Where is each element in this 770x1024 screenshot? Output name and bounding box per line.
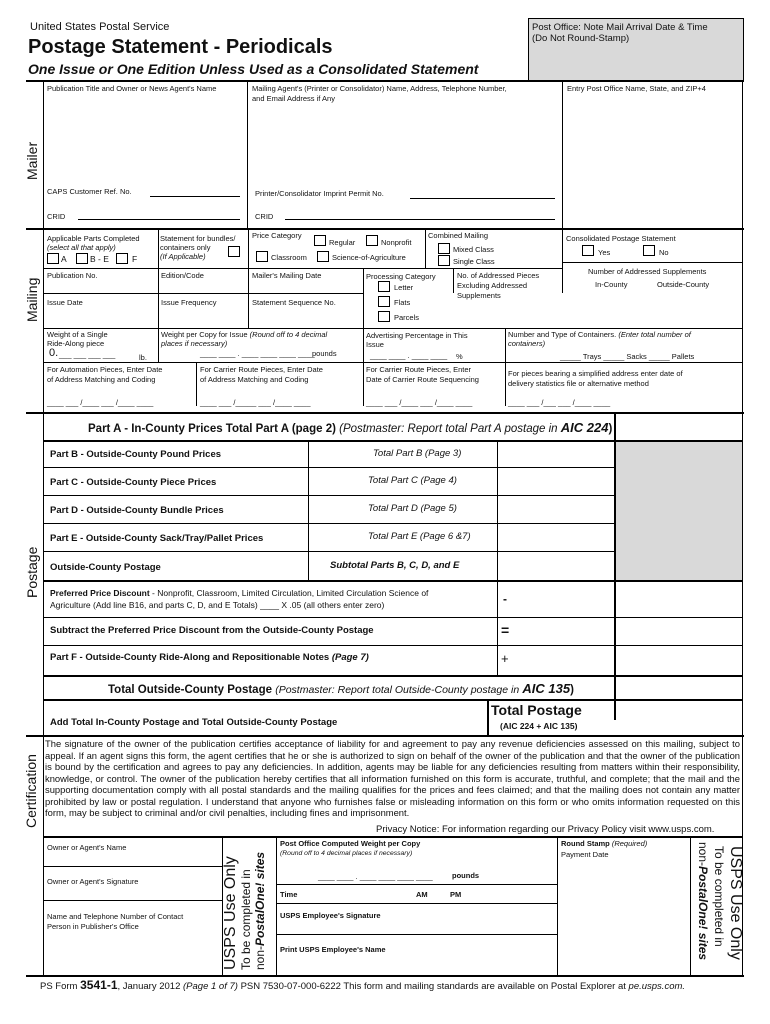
po-weight-blanks[interactable]: ____ ____ . ____ ____ ____ ____ [318, 872, 433, 881]
ps-form-label: PS Form [40, 981, 78, 992]
divider [43, 580, 743, 582]
divider [158, 328, 159, 362]
divider [505, 328, 506, 406]
pm-label: PM [450, 890, 462, 899]
bundles-label: Statement for bundles/ [160, 234, 236, 243]
pub-no-label: Publication No. [47, 271, 98, 280]
price-category-label: Price Category [252, 231, 302, 240]
divider [26, 735, 744, 737]
preferred-discount-label: Preferred Price Discount [50, 588, 150, 598]
divider [196, 362, 197, 406]
aic-224: AIC 224 [560, 420, 609, 435]
checkbox-mixed-class[interactable] [438, 243, 450, 254]
usps-use-only-label: USPS Use Only [222, 856, 239, 970]
divider [614, 412, 616, 720]
carrier-route-label-2: of Address Matching and Coding [200, 375, 309, 384]
mixed-class-option: Mixed Class [453, 245, 494, 254]
to-be-completed-label-right: To be completed in [712, 846, 726, 947]
supplements-label: Number of Addressed Supplements [588, 267, 707, 276]
shaded-column [614, 441, 742, 581]
owner-signature-label: Owner or Agent's Signature [47, 877, 139, 886]
page-indicator: (Page 1 of 7) [183, 981, 238, 992]
postal-explorer-link[interactable]: pe.usps.com. [628, 981, 686, 992]
minus-sign: - [503, 592, 507, 606]
divider [562, 262, 742, 263]
part-a-label: Part A - In-County Prices Total Part A (page 2) [88, 423, 336, 435]
post-office-note-2: (Do Not Round-Stamp) [532, 33, 630, 44]
outside-county-label: Outside-County Postage [50, 562, 161, 573]
carrier-sequence-date-field[interactable]: ____ ___ /____ ___ /____ ____ [366, 398, 473, 407]
containers-note: (Enter total number of [618, 330, 691, 339]
part-f-page: (Page 7) [331, 652, 369, 663]
usps-use-only-label-right: USPS Use Only [727, 846, 744, 960]
subtotal-label: Subtotal Parts B, C, D, and E [330, 560, 460, 571]
to-be-completed-label: To be completed in [239, 869, 253, 970]
divider [276, 884, 557, 885]
outside-county-label: Outside-County [657, 280, 710, 289]
pounds-unit: pounds [312, 349, 337, 358]
divider [487, 699, 489, 735]
places-note: places if necessary) [161, 339, 228, 348]
consolidated-label: Consolidated Postage Statement [566, 234, 676, 243]
post-office-note: Post Office: Note Mail Arrival Date & Time [532, 22, 708, 33]
section-label-certification: Certification [23, 754, 39, 828]
simplified-date-field[interactable]: ____ ___ /___ ___ /____ ____ [508, 398, 611, 407]
ride-along-weight-label: Weight of a Single [47, 330, 108, 339]
divider [43, 268, 563, 269]
nonprofit-option: Nonprofit [381, 238, 412, 247]
non-label: non- [253, 945, 267, 970]
yes-option: Yes [598, 248, 611, 257]
checkbox-part-be[interactable] [76, 253, 88, 264]
employee-name-label: Print USPS Employee's Name [280, 945, 386, 954]
trays-label: Trays [582, 352, 602, 361]
divider [43, 328, 743, 329]
po-weight-label: Post Office Computed Weight per Copy [280, 839, 421, 848]
section-label-postage: Postage [24, 546, 40, 598]
divider [363, 268, 364, 328]
round-off-note: (Round off to 4 decimal [249, 330, 328, 339]
automation-label: For Automation Pieces, Enter Date [47, 365, 163, 374]
checkbox-part-f[interactable] [116, 253, 128, 264]
section-label-mailing: Mailing [24, 277, 40, 322]
postalone-label: PostalOne! sites [253, 851, 267, 946]
divider [43, 900, 222, 901]
add-total-label: Add Total In-County Postage and Total Outside-County Postage [50, 717, 338, 728]
carrier-sequence-label: For Carrier Route Pieces, Enter [366, 365, 472, 374]
entry-po-label: Entry Post Office Name, State, and ZIP+4 [567, 84, 706, 93]
checkbox-no[interactable] [643, 245, 655, 256]
imprint-field[interactable] [410, 198, 555, 199]
divider [690, 836, 691, 975]
divider [276, 836, 277, 975]
part-f-option: F [132, 254, 138, 264]
divider [26, 228, 744, 230]
divider [276, 903, 557, 904]
parts-label: Applicable Parts Completed [47, 234, 140, 243]
time-label: Time [280, 890, 298, 899]
combined-label: Combined Mailing [428, 231, 489, 240]
aic-135: AIC 135 [522, 681, 571, 696]
checkbox-part-a[interactable] [47, 253, 59, 264]
single-class-option: Single Class [453, 257, 495, 266]
plus-sign: + [501, 651, 509, 666]
simplified-address-label-2: delivery statistics file or alternative method [508, 379, 649, 388]
payment-date-label: Payment Date [561, 850, 609, 859]
advertising-label: Advertising Percentage in This [366, 331, 468, 340]
part-be-option: B - E [90, 254, 109, 264]
total-aic-label: (AIC 224 + AIC 135) [500, 721, 578, 731]
checkbox-regular[interactable] [314, 235, 326, 246]
section-rule [43, 80, 44, 975]
parcels-option: Parcels [394, 313, 420, 322]
crid-field[interactable] [78, 219, 240, 220]
flats-option: Flats [394, 298, 411, 307]
divider [308, 440, 309, 580]
containers-label: Number and Type of Containers. [508, 330, 617, 339]
total-postage-label: Total Postage [491, 702, 582, 718]
pub-title-label: Publication Title and Owner or News Agent's Name [47, 84, 217, 93]
owner-name-label: Owner or Agent's Name [47, 843, 127, 852]
frame-right [742, 80, 743, 975]
divider [43, 617, 743, 618]
advertising-label-2: Issue [366, 340, 384, 349]
checkbox-letter[interactable] [378, 281, 390, 292]
sacks-label: Sacks [626, 352, 647, 361]
equals-sign: = [501, 622, 510, 638]
divider [43, 645, 743, 646]
crid-label-2: CRID [255, 212, 274, 221]
advertising-blanks[interactable]: ____ ____ . ____ ____ [370, 351, 448, 360]
weight-blanks: ___ ___ ___ ___ [59, 350, 116, 359]
divider [247, 80, 248, 228]
part-e-total: Total Part E (Page 6 &7) [368, 531, 471, 542]
divider [43, 293, 363, 294]
checkbox-bundles[interactable] [228, 246, 240, 257]
simplified-address-label: For pieces bearing a simplified address enter date of [508, 369, 683, 378]
contact-label-2: Person in Publisher's Office [47, 922, 139, 931]
non-label-right: non- [696, 842, 710, 867]
checkbox-single-class[interactable] [438, 255, 450, 266]
checkbox-yes[interactable] [582, 245, 594, 256]
part-f-label: Part F - Outside-County Ride-Along and Repositionable Notes [50, 652, 330, 663]
divider [557, 836, 558, 975]
form-date: , January 2012 [117, 981, 181, 992]
contact-label: Name and Telephone Number of Contact [47, 912, 184, 921]
automation-date-field[interactable]: ____ ___ /____ ___ /____ ____ [47, 398, 154, 407]
psn-label: PSN 7530-07-000-6222 This form and mailing standards are available on Postal Explorer at [240, 981, 626, 992]
issue-frequency-label: Issue Frequency [161, 298, 217, 307]
letter-option: Letter [394, 283, 414, 292]
lb-unit: lb. [139, 353, 147, 362]
divider [26, 412, 744, 414]
percent-sign: % [456, 352, 463, 361]
weight-per-copy-label: Weight per Copy for Issue [161, 330, 248, 339]
regular-option: Regular [329, 238, 356, 247]
divider [43, 675, 743, 677]
classroom-option: Classroom [271, 253, 307, 262]
divider [276, 934, 557, 935]
carrier-sequence-label-2: Date of Carrier Route Sequencing [366, 375, 479, 384]
processing-label: Processing Category [366, 272, 436, 281]
divider [43, 866, 222, 867]
agent-label-2: and Email Address if Any [252, 94, 335, 103]
checkbox-nonprofit[interactable] [366, 235, 378, 246]
imprint-label: Printer/Consolidator Imprint Permit No. [255, 189, 384, 198]
divider [43, 836, 743, 838]
part-e-label: Part E - Outside-County Sack/Tray/Pallet Prices [50, 533, 264, 544]
science-option: Science-of-Agriculture [332, 253, 406, 262]
checkbox-flats[interactable] [378, 296, 390, 307]
form-number: 3541-1 [80, 978, 118, 992]
divider [562, 228, 563, 293]
divider [43, 495, 614, 496]
carrier-route-label: For Carrier Route Pieces, Enter Date [200, 365, 323, 374]
divider [248, 228, 249, 268]
addressed-pieces-label-2: Excluding Addressed [457, 281, 528, 290]
divider [248, 268, 249, 328]
part-b-label: Part B - Outside-County Pound Prices [50, 449, 222, 460]
agency-name: United States Postal Service [30, 21, 170, 33]
divider [562, 80, 563, 228]
edition-label: Edition/Code [161, 271, 204, 280]
caps-label: CAPS Customer Ref. No. [47, 187, 132, 196]
part-c-label: Part C - Outside-County Piece Prices [50, 477, 217, 488]
addressed-pieces-label-3: Supplements [457, 291, 501, 300]
total-outside-county-note: (Postmaster: Report total Outside-County postage in [275, 684, 520, 696]
po-weight-note: (Round off to 4 decimal places if necessary) [280, 850, 413, 857]
am-label: AM [416, 890, 428, 899]
issue-date-label: Issue Date [47, 298, 83, 307]
in-county-label: In-County [595, 280, 628, 289]
pallets-label: Pallets [671, 352, 695, 361]
checkbox-classroom[interactable] [256, 251, 268, 262]
privacy-notice: Privacy Notice: For information regarding our Privacy Policy visit www.usps.com. [376, 824, 715, 835]
parts-note: (select all that apply) [47, 243, 116, 252]
preferred-discount-desc: - Nonprofit, Classroom, Limited Circulation, Limited Circulation Science of [149, 588, 429, 598]
divider [453, 268, 454, 293]
part-b-total: Total Part B (Page 3) [373, 448, 462, 459]
round-stamp-label: Round Stamp [561, 839, 610, 848]
divider [43, 440, 743, 442]
divider [43, 467, 614, 468]
divider [425, 228, 426, 268]
divider [43, 699, 743, 701]
crid-label: CRID [47, 212, 66, 221]
certification-text: The signature of the owner of the publication certifies acceptance of liability for and agreement to pay any revenue deficiencies assessed on this mailing, subject to appeal. If an agent signs this form, the agent certifies that he or she is authorized to sign on behalf of the owner of the publication and that the owner of the publication is bound by the certification and agrees to pay any deficiencies. In addition, agents may be liable for any deficiencies resulting from matters within their responsibility, knowledge, or control. The owner of the publication hereby certifies that all information furnished on this form is accurate, truthful, and complete; that the mail and the supporting documentation comply with all postal standards and the mailing qualifies for the prices and fees claimed; and that the mailing does not contain any matter prohibited by law or postal regulation. I understand that anyone who furnishes false or misleading information on this form or who omits information requested on this form, may be subject to criminal and/or civil penalties, including fines and imprisonment. [45, 738, 740, 818]
mailing-date-label: Mailer's Mailing Date [252, 271, 322, 280]
divider [26, 80, 744, 82]
checkbox-science[interactable] [317, 251, 329, 262]
divider [43, 523, 614, 524]
automation-label-2: of Address Matching and Coding [47, 375, 156, 384]
ride-along-weight-label-2: Ride-Along piece [47, 339, 105, 348]
part-d-label: Part D - Outside-County Bundle Prices [50, 505, 224, 516]
ride-along-weight-value[interactable]: 0. [49, 347, 59, 359]
divider [158, 228, 159, 268]
addressed-pieces-label: No. of Addressed Pieces [457, 271, 540, 280]
part-a-note: (Postmaster: Report total Part A postage in [339, 423, 558, 435]
divider [158, 268, 159, 328]
bundles-note: (If Applicable) [160, 252, 206, 261]
bundles-label-2: containers only [160, 243, 211, 252]
weight-per-copy-blanks[interactable]: ____ ____ . ____ ____ ____ ____ [200, 349, 315, 358]
sequence-label: Statement Sequence No. [252, 298, 336, 307]
divider [43, 551, 614, 552]
form-subtitle: One Issue or One Edition Unless Used as a Consolidated Statement [28, 61, 479, 77]
po-pounds-unit: pounds [452, 871, 480, 880]
section-label-mailer: Mailer [24, 141, 40, 180]
subtract-label: Subtract the Preferred Price Discount from the Outside-County Postage [50, 625, 374, 636]
crid-field-2[interactable] [285, 219, 555, 220]
caps-field[interactable] [150, 196, 240, 197]
divider [26, 975, 744, 977]
agent-label: Mailing Agent's (Printer or Consolidator) Name, Address, Telephone Number, [252, 84, 507, 93]
employee-signature-label: USPS Employee's Signature [280, 911, 381, 920]
part-a-option: A [61, 254, 67, 264]
total-outside-county-label: Total Outside-County Postage [108, 684, 272, 696]
part-d-total: Total Part D (Page 5) [368, 503, 457, 514]
no-option: No [659, 248, 669, 257]
divider [43, 362, 743, 363]
preferred-discount-desc-2: Agriculture (Add line B16, and parts C, D, and E Totals) ____ X .05 (all others enter zero) [50, 600, 385, 610]
form-title: Postage Statement - Periodicals [28, 36, 333, 58]
divider [363, 328, 364, 406]
carrier-route-date-field[interactable]: ____ ___ /_____ ___ /____ ____ [200, 398, 311, 407]
divider [497, 440, 498, 675]
postalone-label-right: PostalOne! sites [696, 866, 710, 961]
checkbox-parcels[interactable] [378, 311, 390, 322]
round-stamp-required: (Required) [611, 839, 648, 848]
containers-note-2: containers) [508, 339, 546, 348]
part-c-total: Total Part C (Page 4) [368, 475, 457, 486]
